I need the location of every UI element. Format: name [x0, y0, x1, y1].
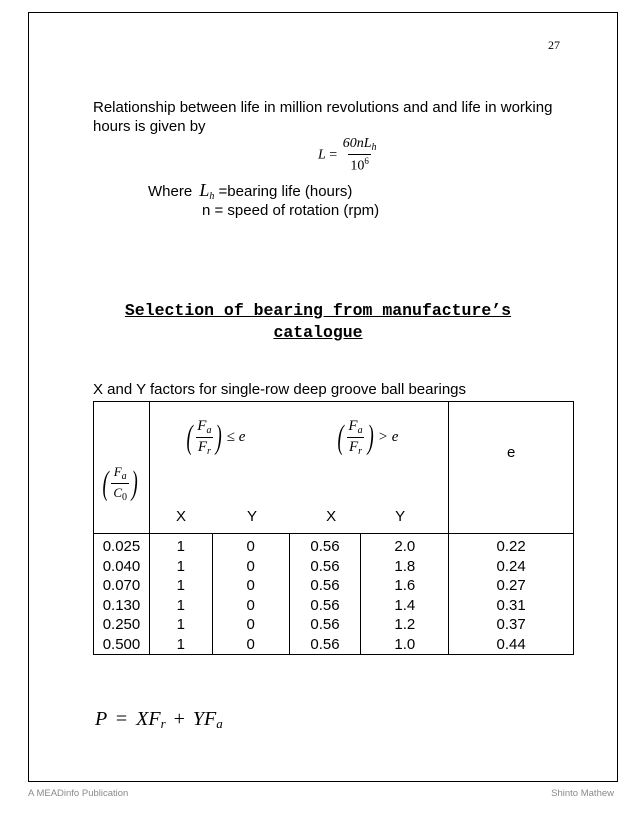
where-line — [148, 180, 352, 202]
y2-column — [361, 534, 449, 655]
life-formula-eq: = — [329, 147, 338, 163]
table-cell: 0 — [246, 616, 255, 633]
header-x2: X — [326, 508, 337, 525]
group1-header-cell — [149, 402, 289, 534]
footer-publisher: A MEADinfo Publication — [28, 788, 129, 799]
table-cell: 0.56 — [310, 577, 340, 594]
header-y2: Y — [395, 508, 406, 525]
table-cell: 0 — [246, 557, 255, 575]
table-caption: X and Y factors for single-row deep groove ball bearings — [93, 381, 467, 398]
table-cell: 0.37 — [496, 616, 526, 633]
x1-column — [149, 534, 212, 655]
table-cell: 1 — [176, 616, 186, 633]
table-cell: 1 — [176, 557, 186, 575]
e-header: e — [506, 444, 516, 461]
fa-over-fr-le-e: ( $\frac{F_a}{F_r}$ ) ≤ e — [186, 418, 246, 457]
table-cell: 1.0 — [394, 635, 416, 653]
ratio-column — [94, 534, 150, 655]
life-formula — [318, 136, 379, 175]
table-cell: 0.500 — [102, 635, 141, 653]
table-cell: 0.56 — [310, 557, 340, 575]
table-cell: 0.56 — [310, 635, 340, 653]
table-cell: 0.27 — [496, 577, 526, 594]
table-cell: 1 — [176, 635, 186, 653]
life-formula-fraction — [341, 136, 379, 175]
table-cell: 0.24 — [496, 557, 526, 575]
table-cell: 0.56 — [310, 596, 340, 614]
table-cell: 2.0 — [394, 538, 416, 555]
table-cell: 0.56 — [310, 616, 340, 633]
table-cell: 1.6 — [394, 577, 416, 594]
life-formula-lhs: L — [318, 147, 326, 163]
table-cell: 0.070 — [102, 577, 141, 594]
table-cell: 0.025 — [102, 538, 141, 555]
life-formula-denominator: 10 — [350, 158, 365, 174]
where-symbol: L — [199, 180, 210, 200]
fa-over-fr-gt-e: ( $\frac{F_a}{F_r}$ ) > e — [337, 418, 399, 457]
xy-factors-table — [93, 401, 574, 655]
fa-over-c0: ( $\frac{F_a}{C_0}$ ) — [102, 464, 138, 503]
table-cell: 0.22 — [496, 538, 526, 555]
group2-header-cell — [289, 402, 449, 534]
life-formula-numerator: 60nL — [342, 136, 372, 151]
table-cell: 1.2 — [394, 616, 416, 633]
table-cell: 1 — [176, 596, 186, 614]
table-cell: 0 — [246, 577, 255, 594]
where-definition-2: n = speed of rotation (rpm) — [202, 202, 380, 219]
table-cell: 1.8 — [394, 557, 416, 575]
table-cell: 1 — [176, 577, 186, 594]
page-number: 27 — [548, 38, 560, 52]
table-cell: 0 — [246, 596, 255, 614]
where-symbol-sub: h — [209, 191, 215, 202]
x2-column — [289, 534, 361, 655]
equivalent-load-formula: $P = XF_r + YF_a$ — [95, 708, 223, 731]
e-column — [449, 534, 574, 655]
table-cell: 1.4 — [394, 596, 416, 614]
intro-paragraph: Relationship between life in million revolutions and and life in working hours is given by — [93, 99, 553, 135]
e-header-cell — [449, 402, 574, 534]
footer-author: Shinto Mathew — [551, 788, 614, 799]
table-cell: 0.250 — [102, 616, 141, 633]
life-formula-num-sub: h — [371, 142, 377, 153]
where-definition-1: =bearing life (hours) — [218, 183, 353, 200]
table-cell: 0.44 — [496, 635, 526, 653]
ratio-header-cell — [94, 402, 150, 534]
table-cell: 0 — [246, 538, 255, 555]
table-cell: 0 — [246, 635, 255, 653]
table-cell: 0.040 — [102, 557, 141, 575]
table-cell: 0.130 — [102, 596, 141, 614]
header-y1: Y — [246, 508, 257, 525]
table-cell: 0.56 — [310, 538, 340, 555]
where-word: Where — [148, 183, 193, 200]
life-formula-den-sup: 6 — [364, 156, 369, 166]
table-cell: 0.31 — [496, 596, 526, 614]
y1-column — [212, 534, 289, 655]
header-x1: X — [175, 508, 186, 525]
section-heading: Selection of bearing from manufacture’s catalogue — [124, 301, 512, 342]
table-cell: 1 — [176, 538, 186, 555]
